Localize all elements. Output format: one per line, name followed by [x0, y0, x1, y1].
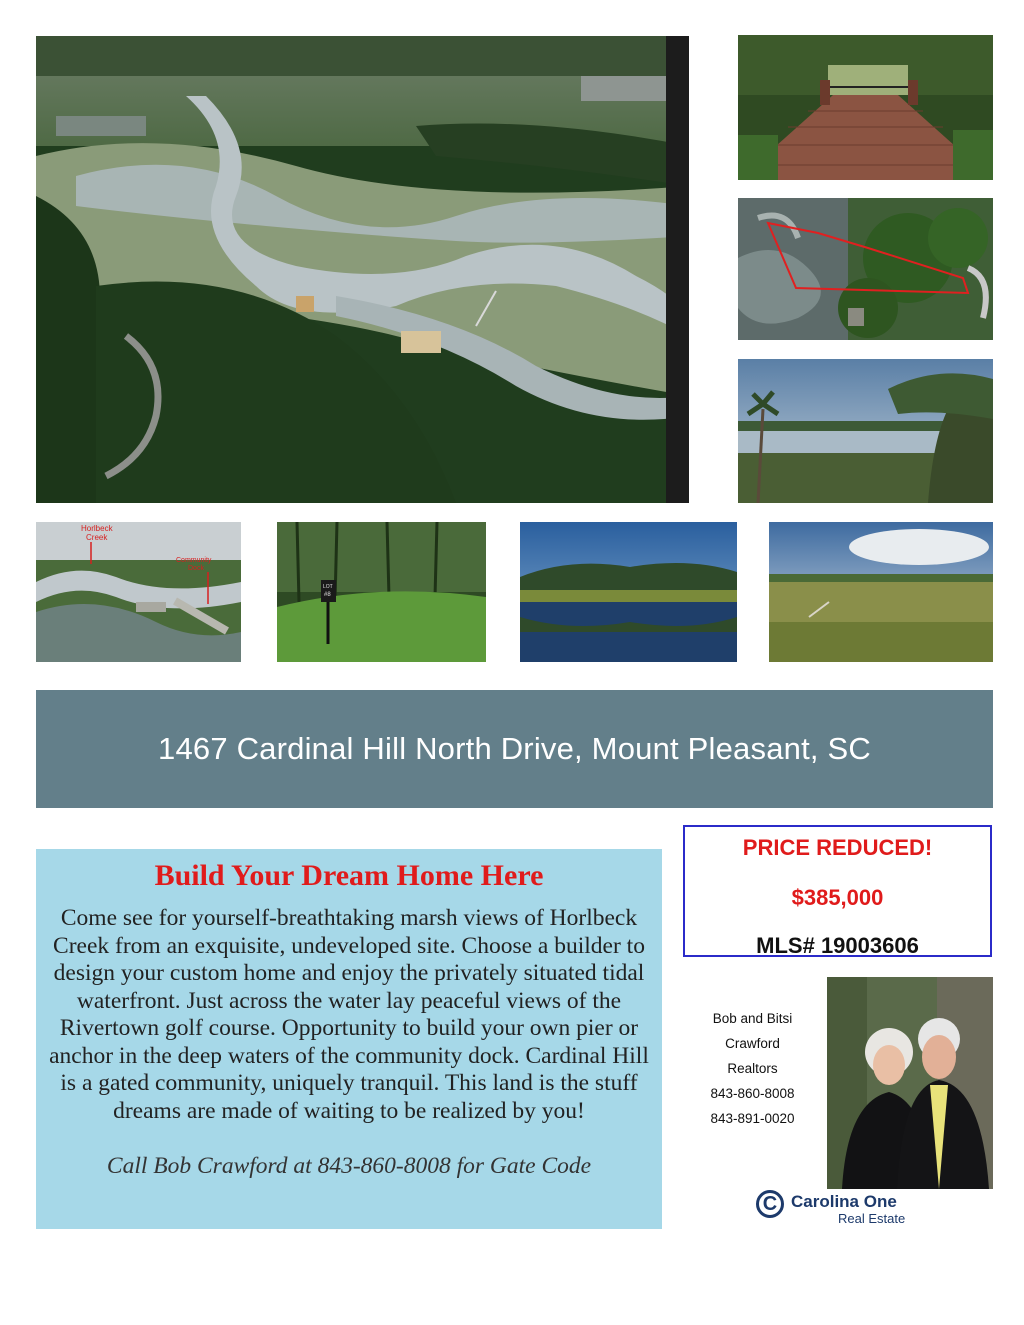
- agent-info: [690, 1006, 815, 1131]
- price-status: PRICE REDUCED!: [742, 835, 933, 860]
- hero-aerial-photo: [36, 36, 689, 503]
- gated-entrance-photo: [738, 35, 993, 180]
- agent-phone-secondary: 843-891-0020: [710, 1111, 795, 1126]
- agent-names-line2: Crawford: [725, 1036, 780, 1051]
- lot-sign-photo: [277, 522, 486, 662]
- creek-annotated-aerial-photo: [36, 522, 241, 662]
- agent-names-line1: Bob and Bitsi: [712, 1011, 793, 1026]
- agent-phone-primary: 843-860-8008: [710, 1086, 795, 1101]
- brokerage-name: Carolina One: [791, 1192, 897, 1211]
- price-value: $385,000: [791, 885, 884, 910]
- brokerage-subtitle: Real Estate: [838, 1211, 906, 1226]
- agent-title: Realtors: [727, 1061, 778, 1076]
- dock-annotation-line2: Dock: [188, 565, 204, 572]
- brokerage-logo-icon: C: [756, 1190, 784, 1218]
- marsh-reflection-photo: [520, 522, 737, 662]
- address-banner: [36, 690, 993, 808]
- price-box: [683, 825, 992, 957]
- mls-number: MLS# 19003606: [756, 933, 919, 958]
- marsh-grass-photo: [769, 522, 993, 662]
- lot-sign-line1: LOT: [323, 584, 333, 590]
- creek-annotation-line1: Horlbeck: [81, 524, 113, 533]
- promo-description: Come see for yourself-breathtaking marsh views of Horlbeck Creek from an exquisite, undeveloped site. Choose a builder to design your custom home and enjoy the privately situated tidal waterfront. Just across the water lay peaceful views of the Rivertown golf course. Opportunity to build your own pier or anchor in the deep waters of the community dock. Cardinal Hill is a gated community, uniquely tranquil. This land is the stuff dreams are made of waiting to be realized by you!: [49, 905, 649, 1124]
- promo-headline: Build Your Dream Home Here: [154, 859, 544, 892]
- marsh-tree-photo: [738, 359, 993, 503]
- promo-box: [36, 849, 662, 1229]
- lot-sign-line2: #8: [324, 592, 331, 598]
- agent-photo: [827, 977, 993, 1189]
- dock-annotation-line1: Community: [176, 557, 212, 564]
- brokerage-logo: [756, 1188, 926, 1228]
- promo-call-to-action: Call Bob Crawford at 843-860-8008 for Gate Code: [106, 1153, 592, 1179]
- lot-boundary-aerial-photo: [738, 198, 993, 340]
- creek-annotation-line2: Creek: [86, 533, 108, 542]
- property-address: 1467 Cardinal Hill North Drive, Mount Pleasant, SC: [158, 731, 871, 766]
